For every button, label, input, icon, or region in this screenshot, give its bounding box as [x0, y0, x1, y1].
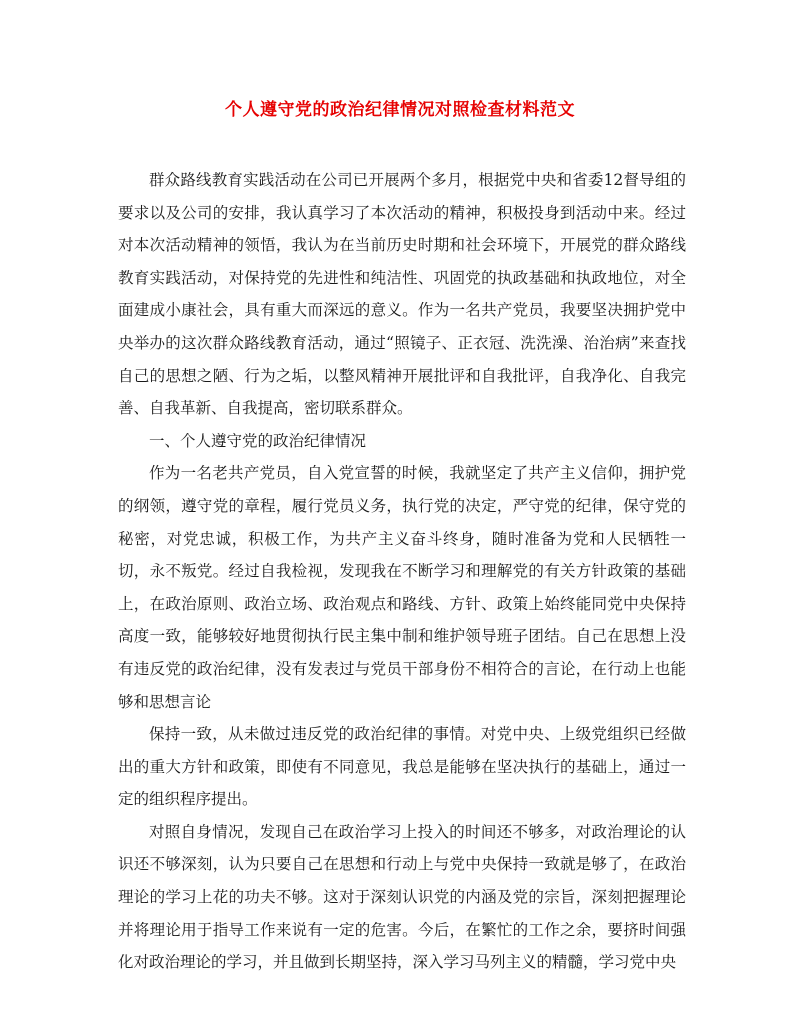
- paragraph-self-review: 对照自身情况，发现自己在政治学习上投入的时间还不够多，对政治理论的认识还不够深刻，认为只要自己在思想和行动上与党中央保持一致就是够了，在政治理论的学习上花的功夫不够。这对于深刻认识党的内涵及党的宗旨，深刻把握理论并将理论用于指导工作来说有一定的危害。今后，在繁忙的工作之余，要挤时间强化对政治理论的学习，并且做到长期坚持，深入学习马列主义的精髓，学习党中央: [118, 822, 686, 972]
- section-heading: 一、个人遵守党的政治纪律情况: [149, 431, 367, 450]
- paragraph-discipline: 作为一名老共产党员，自入党宣誓的时候，我就坚定了共产主义信仰，拥护党的纲领，遵守党的章程，履行党员义务，执行党的决定，严守党的纪律，保守党的秘密，对党忠诚，积极工作，为共产主义奋斗终身，随时准备为党和人民牺牲一切，永不叛党。经过自我检视，发现我在不断学习和理解党的有关方针政策的基础上，在政治原则、政治立场、政治观点和路线、方针、政策上始终能同党中央保持高度一致，能够较好地贯彻执行民主集中制和维护领导班子团结。自己在思想上没有违反党的政治纪律，没有发表过与党员干部身份不相符合的言论，在行动上也能够和思想言论: [118, 464, 686, 711]
- document-body: [118, 164, 686, 979]
- paragraph-consistency: 保持一致，从未做过违反党的政治纪律的事情。对党中央、上级党组织已经做出的重大方针和政策，即使有不同意见，我总是能够在坚决执行的基础上，通过一定的组织程序提出。: [118, 725, 686, 809]
- paragraph-intro: 群众路线教育实践活动在公司已开展两个多月，根据党中央和省委12督导组的要求以及公司的安排，我认真学习了本次活动的精神，积极投身到活动中来。经过对本次活动精神的领悟，我认为在当前历史时期和社会环境下，开展党的群众路线教育实践活动，对保持党的先进性和纯洁性、巩固党的执政基础和执政地位，对全面建成小康社会，具有重大而深远的意义。作为一名共产党员，我要坚决拥护党中央举办的这次群众路线教育活动，通过“照镜子、正衣冠、洗洗澡、治治病”来查找自己的思想之陋、行为之垢，以整风精神开展批评和自我批评，自我净化、自我完善、自我革新、自我提高，密切联系群众。: [118, 171, 686, 418]
- document-title: 个人遵守党的政治纪律情况对照检查材料范文: [225, 100, 575, 120]
